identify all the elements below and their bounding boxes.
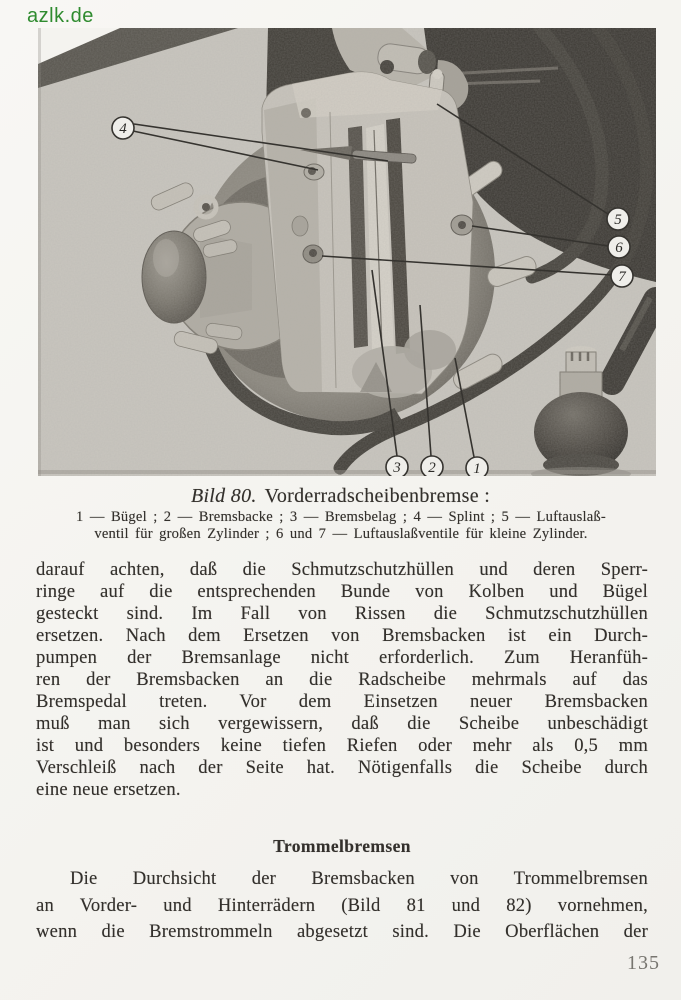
text-line: ren der Bremsbacken an die Radscheibe mehrmals auf das — [36, 669, 648, 690]
svg-text:2: 2 — [428, 460, 436, 476]
callout-5 — [607, 208, 629, 230]
callout-7 — [611, 265, 633, 287]
text-line: ersetzen. Nach dem Ersetzen von Bremsbacken ist ein Durch- — [36, 625, 648, 646]
svg-text:6: 6 — [615, 240, 623, 256]
callout-1 — [466, 457, 488, 476]
callout-3 — [386, 456, 408, 476]
text-line: muß man sich vergewissern, daß die Scheibe unbeschädigt — [36, 713, 648, 734]
svg-text:4: 4 — [119, 121, 127, 137]
photo-bottom-edge — [38, 470, 656, 474]
section-heading: Trommelbremsen — [273, 836, 411, 856]
svg-text:1: 1 — [473, 461, 481, 476]
legend-line: 1 — Bügel ; 2 — Bremsbacke ; 3 — Bremsbelag ; 4 — Splint ; 5 — Luftauslaß- — [76, 509, 606, 525]
svg-text:5: 5 — [614, 212, 622, 228]
text-line: darauf achten, daß die Schmutzschutzhüllen und deren Sperr- — [36, 559, 648, 580]
legend-line: ventil für großen Zylinder ; 6 und 7 — Luftauslaßventile für kleine Zylinder. — [94, 525, 588, 542]
text-line: ringe auf die entsprechenden Bunde von Kolben und Bügel — [36, 581, 648, 602]
page-number: 135 — [627, 952, 660, 974]
text-line: ist und besonders keine tiefen Riefen oder mehr als 0,5 mm — [36, 735, 648, 756]
figure-caption — [0, 485, 681, 508]
text-line: eine neue ersetzen. — [36, 779, 181, 800]
text-line: Verschleiß nach der Seite hat. Nötigenfalls die Scheibe durch — [36, 757, 648, 778]
callout-4 — [112, 117, 134, 139]
figure-title: Vorderradscheibenbremse : — [264, 485, 491, 507]
callout-6 — [608, 236, 630, 258]
paragraph-disc-brake — [36, 559, 648, 801]
watermark-text: azlk.de — [27, 5, 94, 27]
text-line: an Vorder- und Hinterrädern (Bild 81 und 82) vornehmen, — [36, 894, 648, 916]
text-line: gesteckt sind. Im Fall von Rissen die Schmutzschutzhüllen — [36, 603, 648, 624]
text-line: Bremspedal treten. Vor dem Einsetzen neuer Bremsbacken — [36, 691, 648, 712]
photo-left-edge — [38, 28, 41, 476]
svg-text:7: 7 — [618, 269, 626, 285]
figure-legend — [24, 509, 658, 542]
figure-number: Bild 80. — [190, 485, 257, 507]
paragraph-drum-brakes — [36, 866, 648, 946]
halftone-grain — [38, 28, 656, 476]
figure-photo — [38, 28, 656, 476]
svg-text:3: 3 — [393, 460, 401, 476]
text-line: Die Durchsicht der Bremsbacken von Trommelbremsen — [70, 868, 648, 889]
callout-2 — [421, 456, 443, 476]
brake-photo-svg — [38, 28, 656, 476]
text-line: wenn die Bremstrommeln abgesetzt sind. Die Oberflächen der — [36, 921, 648, 942]
text-line: pumpen der Bremsanlage nicht erforderlich. Zum Heranfüh- — [36, 647, 648, 668]
